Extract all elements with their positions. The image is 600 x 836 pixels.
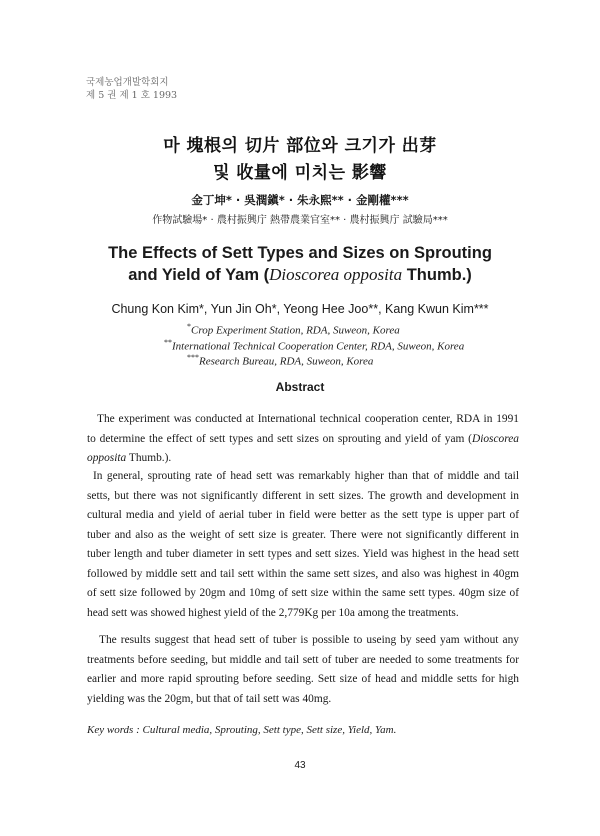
affiliation-mark: ** [164,338,172,347]
korean-affiliations: 作物試驗場* · 農村振興庁 熱帶農業官室** · 農村振興庁 試驗局*** [152,215,448,226]
abstract-paragraph-2: In general, sprouting rate of head sett was remarkably higher than that of middle and tail setts, but there was not significantly different in sett sizes. The growth and development in cultural media and yield of aerial tuber in field were better as the sett type is upper part of tuber and also as the weight of sett size is greater. There were not significantly different in tuber length and tuber diameter in sett types and sett sizes. Yield was highest in the head sett followed by middle sett and tail sett within the same sett sizes, and also was highest in 40gm of sett size followed by 20gm and 10mg of sett size within the same sett types. 40gm size of head sett was showed highest yield of the 2,779Kg per 10a among the treatments. [87,470,519,619]
affiliation-3 [187,353,373,368]
title-suffix: Thumb.) [402,266,472,284]
species-name: Dioscorea opposita [87,432,519,464]
affiliation-text: Research Bureau, RDA, Suweon, Korea [199,355,374,368]
paragraph-text-end: Thumb.). [126,452,172,464]
affiliation-text: Crop Experiment Station, RDA, Suweon, Korea [191,324,400,337]
journal-name: 국제농업개발학회지 [86,77,169,88]
journal-info [86,76,177,102]
korean-title-line-2: 및 收量에 미치는 影響 [213,163,387,183]
page-number: 43 [294,760,306,771]
abstract-paragraph-3: The results suggest that head sett of tuber is possible to useing by seed yam without any treatments before seeding, but middle and tail sett of tuber are needed to some treatments for earlier and more rapid sprouting before seeding. Sett size of head and middle setts for high yielding was the 20gm, but that of tail sett was 40mg. [87,634,519,705]
affiliation-mark: * [187,322,191,331]
affiliation-2 [164,338,464,353]
abstract-paragraph-1 [87,410,519,469]
keywords: Key words : Cultural media, Sprouting, Sett type, Sett size, Yield, Yam. [87,724,397,736]
affiliation-mark: *** [187,353,199,362]
korean-authors: 金丁坤* · 吳潤鎭* · 朱永熙** · 金剛權*** [191,193,409,207]
journal-volume: 제 5 권 제 1 호 1993 [86,90,178,101]
abstract-heading: Abstract [275,380,325,394]
english-title-line-2 [0,265,600,285]
title-prefix: and Yield of Yam ( [128,266,270,284]
affiliation-text: International Technical Cooperation Center, RDA, Suweon, Korea [172,340,465,353]
english-title-line-1: The Effects of Sett Types and Sizes on Sprouting [108,244,492,262]
paragraph-text: The experiment was conducted at International technical cooperation center, RDA in 1991 to determine the effect of sett types and sett sizes on sprouting and yield of yam ( [87,413,519,445]
english-authors: Chung Kon Kim*, Yun Jin Oh*, Yeong Hee Joo**, Kang Kwun Kim*** [111,302,489,316]
species-name: Dioscorea opposita [269,265,403,284]
korean-title-line-1: 마 塊根의 切片 部位와 크기가 出芽 [163,136,437,156]
affiliation-1 [187,322,400,337]
